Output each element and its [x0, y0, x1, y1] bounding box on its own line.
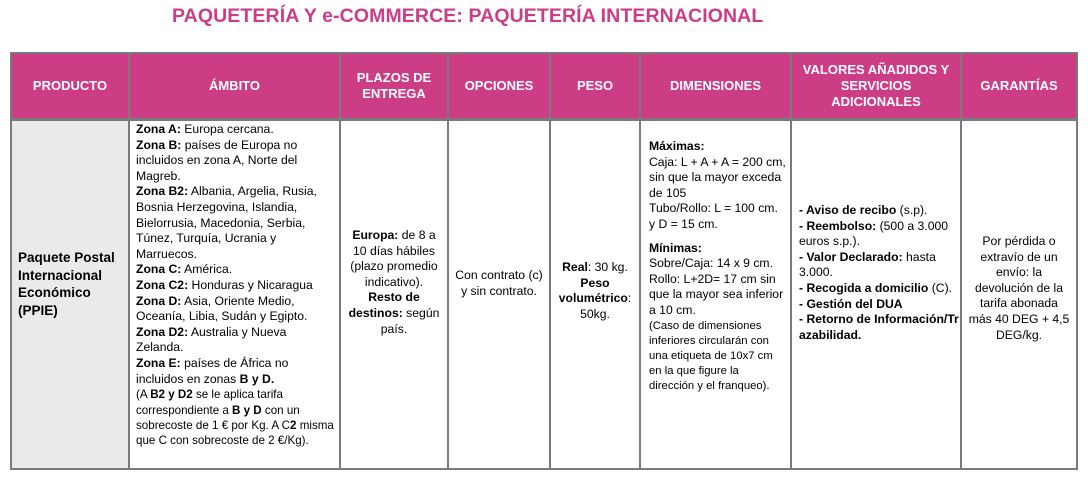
column-peso — [551, 54, 639, 468]
header-peso: PESO — [551, 54, 639, 118]
column-plazos — [341, 54, 447, 468]
column-dimensiones — [641, 54, 790, 468]
header-producto: PRODUCTO — [12, 54, 128, 118]
zona-b: Zona B: países de Europa no incluidos en zona A, Norte del Magreb. — [136, 137, 298, 183]
ambito-text — [136, 122, 336, 449]
dimensiones-text — [649, 139, 787, 394]
cell-valores — [792, 121, 960, 468]
header-garantias: GARANTÍAS — [962, 54, 1076, 118]
peso-volumetrico: Peso volumétrico: 50kg. — [558, 275, 632, 321]
column-valores — [792, 54, 960, 468]
dims-spacer — [649, 233, 787, 241]
dims-max-label: Máximas: — [649, 139, 705, 153]
column-opciones — [449, 54, 549, 468]
product-name: Paquete Postal Internacional Económico (PPIE) — [18, 250, 115, 318]
zona-a: Zona A: Europa cercana. — [136, 122, 274, 136]
ambito-note: (A B2 y D2 se le aplica tarifa correspondiente a B y D con un sobrecoste de 1 € por Kg. A C2 misma que C con sobrecoste de 2 €/Kg). — [136, 388, 334, 448]
dims-sobre: Sobre/Caja: 14 x 9 cm. — [649, 256, 773, 271]
dims-rollo: Rollo: L+2D= 17 cm sin que la mayor sea inferior a 10 cm. — [649, 271, 784, 317]
header-plazos: PLAZOS DE ENTREGA — [341, 54, 447, 118]
plazos-text — [341, 228, 447, 337]
zona-e: Zona E: países de África no incluidos en zonas B y D. — [136, 355, 289, 386]
valor-reembolso: - Reembolso: (500 a 3.000 euros s.p.). — [799, 218, 949, 249]
garantias-text: Por pérdida o extravío de un envío: la devolución de la tarifa abonada más 40 DEG + 4,5 DEG/kg. — [968, 234, 1070, 342]
column-producto — [12, 54, 128, 468]
column-ambito — [130, 54, 339, 468]
header-ambito: ÁMBITO — [130, 54, 339, 118]
cell-peso — [551, 121, 639, 468]
opciones-text: Con contrato (c) y sin contrato. — [455, 268, 543, 298]
header-opciones: OPCIONES — [449, 54, 549, 118]
valor-dua: - Gestión del DUA — [799, 296, 903, 311]
valores-text — [799, 203, 959, 343]
page-title: PAQUETERÍA Y e-COMMERCE: PAQUETERÍA INTERNACIONAL — [172, 5, 764, 27]
cell-plazos — [341, 121, 447, 468]
cell-ambito — [130, 121, 339, 468]
zona-d: Zona D: Asia, Oriente Medio, Oceanía, Libia, Sudán y Egipto. — [136, 293, 308, 324]
zona-c2: Zona C2: Honduras y Nicaragua — [136, 277, 313, 292]
header-dimensiones: DIMENSIONES — [641, 54, 790, 118]
valor-aviso: - Aviso de recibo (s.p). — [799, 203, 928, 217]
plazos-europa: Europa: de 8 a 10 días hábiles (plazo promedio indicativo). — [350, 228, 438, 289]
zona-b2: Zona B2: Albania, Argelia, Rusia, Bosnia Herzegovina, Islandia, Bielorrusia, Macedonia, Serbia, Túnez, Turquía, Ucrania y Marruecos. — [136, 184, 317, 261]
cell-producto — [12, 121, 128, 468]
cell-opciones — [449, 121, 549, 468]
column-garantias — [962, 54, 1076, 468]
zona-c: Zona C: América. — [136, 262, 233, 277]
cell-garantias — [962, 121, 1076, 468]
valor-retorno: - Retorno de Información/Trazabilidad. — [799, 312, 959, 342]
valor-recogida: - Recogida a domicilio (C). — [799, 280, 953, 295]
peso-text — [551, 260, 639, 322]
valor-declarado: - Valor Declarado: hasta 3.000. — [799, 249, 936, 280]
zona-d2: Zona D2: Australia y Nueva Zelanda. — [136, 324, 287, 355]
header-valores: VALORES AÑADIDOS Y SERVICIOS ADICIONALES — [792, 54, 960, 118]
dims-min-label: Mínimas: — [649, 240, 702, 255]
services-table — [10, 52, 1078, 470]
dims-tubo: Tubo/Rollo: L = 100 cm. y D = 15 cm. — [649, 201, 778, 231]
plazos-resto: Resto de destinos: según país. — [348, 290, 440, 336]
cell-dimensiones — [641, 121, 790, 468]
peso-real: Real: 30 kg. — [562, 260, 628, 274]
dims-nota: (Caso de dimensiones inferiores circularán con una etiqueta de 10x7 cm en la que figure la dirección y el franqueo). — [649, 319, 773, 392]
dims-caja: Caja: L + A + A = 200 cm, sin que la mayor exceda de 105 — [649, 154, 786, 200]
